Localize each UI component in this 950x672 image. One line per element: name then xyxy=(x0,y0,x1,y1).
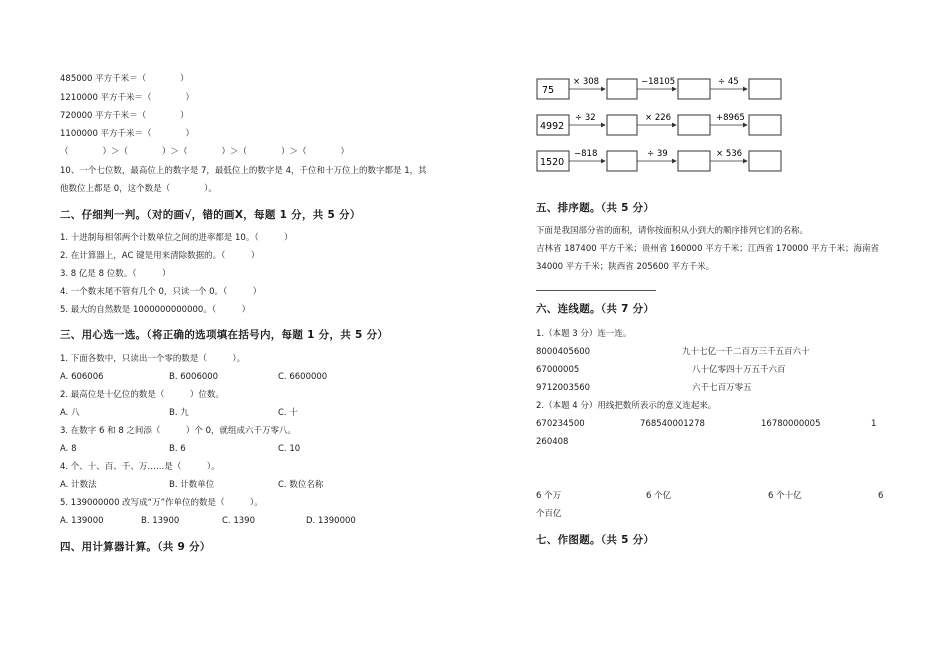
match-number: 67000005 xyxy=(536,365,580,375)
sort-instructions: 下面是我国部分省的面积，请你按面积从小到大的顺序排列它们的名称。 xyxy=(536,226,809,236)
match-meaning: 6 个亿 xyxy=(646,491,672,501)
choice-option: C. 6600000 xyxy=(278,372,328,382)
calc-operation: × 308 xyxy=(573,77,600,87)
calc-answer-box xyxy=(607,79,637,99)
calc-answer-box xyxy=(749,115,781,135)
calc-answer-box xyxy=(607,115,637,135)
choice-option: A. 八 xyxy=(60,408,80,418)
judge-item: 1. 十进制每相邻两个计数单位之间的进率都是 10。（ ） xyxy=(60,233,293,243)
match-chinese-reading: 六千七百万零五 xyxy=(692,383,752,393)
match-meaning: 6 xyxy=(878,491,884,501)
choice-option: B. 6 xyxy=(169,444,186,454)
choice-question-4: 4. 个、十、百、千、万……是（ ）。 xyxy=(60,462,220,472)
compare-order-line: （ ）＞（ ）＞（ ）＞（ ）＞（ ） xyxy=(60,147,350,157)
choice-option: C. 数位名称 xyxy=(278,480,324,490)
calc-chain-row xyxy=(537,77,781,99)
judge-item: 2. 在计算器上，AC 键是用来清除数据的。（ ） xyxy=(60,251,260,261)
answer-line xyxy=(536,290,656,291)
match-meaning: 6 个十亿 xyxy=(768,491,802,501)
choice-option: B. 九 xyxy=(169,408,189,418)
choice-option: A. 606006 xyxy=(60,372,104,382)
section-3-title: 三、用心选一选。（将正确的选项填在括号内，每题 1 分，共 5 分） xyxy=(60,329,389,341)
section-6-title: 六、连线题。（共 7 分） xyxy=(536,303,655,315)
calc-operation: ÷ 45 xyxy=(718,77,739,87)
match-number: 16780000005 xyxy=(761,419,821,429)
section-4-title: 四、用计算器计算。（共 9 分） xyxy=(60,541,211,553)
question-10-line-2: 他数位上都是 0，这个数是（ ）。 xyxy=(60,184,217,194)
unit-conversion-line: 720000 平方千米＝（ ） xyxy=(60,111,189,121)
calc-answer-box xyxy=(678,79,710,99)
calc-operation: −818 xyxy=(574,149,598,159)
choice-option: C. 1390 xyxy=(222,516,255,526)
calc-answer-box xyxy=(749,151,781,171)
calc-operation: ÷ 32 xyxy=(575,113,596,123)
calc-chain-row xyxy=(537,113,781,135)
choice-option: B. 13900 xyxy=(141,516,180,526)
match-question-2: 2.（本题 4 分）用线把数所表示的意义连起来。 xyxy=(536,401,717,411)
unit-conversion-line: 485000 平方千米＝（ ） xyxy=(60,74,189,84)
match-chinese-reading: 九十七亿一千二百万三千五百六十 xyxy=(682,347,810,357)
choice-option: C. 十 xyxy=(278,408,298,418)
unit-conversion-line: 1100000 平方千米＝（ ） xyxy=(60,129,195,139)
match-number: 768540001278 xyxy=(640,419,705,429)
calc-answer-box xyxy=(678,151,710,171)
match-number: 1 xyxy=(871,419,877,429)
section-7-title: 七、作图题。（共 5 分） xyxy=(536,534,655,546)
calc-operation: −18105 xyxy=(641,77,676,87)
choice-option: B. 6006000 xyxy=(169,372,219,382)
judge-item: 4. 一个数末尾不管有几个 0，只读一个 0。（ ） xyxy=(60,287,262,297)
calc-operation: +8965 xyxy=(716,113,745,123)
match-meaning-continued: 个百亿 xyxy=(536,509,562,519)
choice-question-1: 1. 下面各数中，只读出一个零的数是（ ）。 xyxy=(60,354,246,364)
calc-operation: × 536 xyxy=(716,149,743,159)
calc-answer-box xyxy=(749,79,781,99)
calc-answer-box xyxy=(678,115,710,135)
match-chinese-reading: 八十亿零四十万五千六百 xyxy=(692,365,786,375)
match-number: 670234500 xyxy=(536,419,585,429)
choice-option: A. 139000 xyxy=(60,516,104,526)
choice-option: C. 10 xyxy=(278,444,301,454)
section-2-title: 二、仔细判一判。（对的画√，错的画X，每题 1 分，共 5 分） xyxy=(60,209,361,221)
unit-conversion-line: 1210000 平方千米＝（ ） xyxy=(60,93,195,103)
choice-option: A. 8 xyxy=(60,444,77,454)
calc-answer-box xyxy=(607,151,637,171)
choice-option: B. 计数单位 xyxy=(169,480,215,490)
match-number: 9712003560 xyxy=(536,383,591,393)
judge-item: 5. 最大的自然数是 1000000000000。（ ） xyxy=(60,305,251,315)
calc-chain-row xyxy=(537,149,781,171)
choice-question-5: 5. 139000000 改写成“万”作单位的数是（ ）。 xyxy=(60,498,263,508)
calc-start-value: 4992 xyxy=(540,121,565,132)
choice-option: A. 计数法 xyxy=(60,480,97,490)
calc-start-value: 75 xyxy=(542,85,555,96)
calc-start-value: 1520 xyxy=(540,157,565,168)
province-area-list-line-1: 吉林省 187400 平方千米；贵州省 160000 平方千米；江西省 170000 平方千米；海南省 xyxy=(536,244,880,254)
match-question-1: 1.（本题 3 分）连一连。 xyxy=(536,329,632,339)
judge-item: 3. 8 亿是 8 位数。（ ） xyxy=(60,269,171,279)
match-number: 8000405600 xyxy=(536,347,591,357)
section-5-title: 五、排序题。（共 5 分） xyxy=(536,202,655,214)
question-10-line-1: 10、一个七位数，最高位上的数字是 7，最低位上的数字是 4，千位和十万位上的数字都是 1，其 xyxy=(60,166,427,176)
match-meaning: 6 个万 xyxy=(536,491,562,501)
calculator-chains xyxy=(530,70,800,180)
calc-operation: × 226 xyxy=(645,113,672,123)
match-number-continued: 260408 xyxy=(536,437,569,447)
calc-operation: ÷ 39 xyxy=(647,149,668,159)
choice-question-2: 2. 最高位是十亿位的数是（ ）位数。 xyxy=(60,390,224,400)
choice-option: D. 1390000 xyxy=(306,516,356,526)
choice-question-3: 3. 在数字 6 和 8 之间添（ ）个 0，就组成六千万零八。 xyxy=(60,426,297,436)
province-area-list-line-2: 34000 平方千米；陕西省 205600 平方千米。 xyxy=(536,262,715,272)
